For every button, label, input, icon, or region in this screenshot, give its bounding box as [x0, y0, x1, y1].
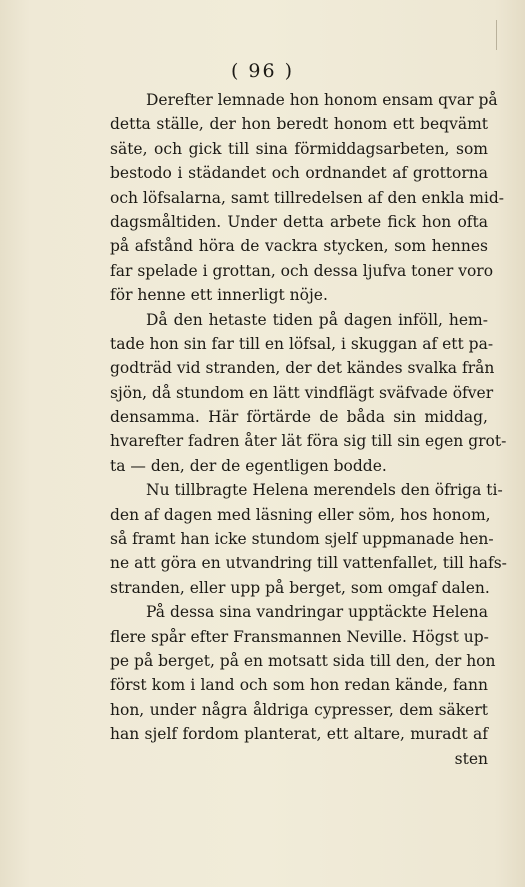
- text-line: Nu tillbragte Helena merendels den öfriga ti-: [146, 481, 503, 500]
- text-line: så framt han icke stundom sjelf uppmanade hen-: [110, 530, 494, 549]
- text-line: han sjelf fordom planterat, ett altare, muradt af: [110, 725, 488, 744]
- page-number: ( 96 ): [230, 60, 295, 82]
- text-line: flere spår efter Fransmannen Neville. Högst up-: [110, 627, 489, 646]
- text-line: godträd vid stranden, der det kändes svalka från: [110, 359, 495, 378]
- text-line: Då den hetaste tiden på dagen inföll, hem-: [146, 310, 488, 329]
- text-line: På dessa sina vandringar upptäckte Helena: [146, 603, 488, 622]
- text-line: stranden, eller upp på berget, som omgaf dalen.: [110, 578, 490, 597]
- text-line: sjön, då stundom en lätt vindflägt sväfvade öfver: [110, 383, 494, 402]
- text-line: ta — den, der de egentligen bodde.: [110, 456, 387, 475]
- text-line: säte, och gick till sina förmiddagsarbeten, som: [110, 139, 488, 158]
- text-line: först kom i land och som hon redan kände, fann: [110, 676, 488, 695]
- text-line: tade hon sin far till en löfsal, i skuggan af ett pa-: [110, 334, 494, 353]
- text-line: den af dagen med läsning eller söm, hos honom,: [110, 505, 491, 524]
- text-line: densamma. Här förtärde de båda sin middag,: [110, 408, 488, 427]
- text-line: hvarefter fadren åter lät föra sig till sin egen grot-: [110, 432, 507, 451]
- paragraph-1: [110, 88, 505, 308]
- catchword: sten: [454, 749, 488, 768]
- text-line: pe på berget, på en motsatt sida till den, der hon: [110, 651, 496, 670]
- body-text: [110, 88, 507, 771]
- text-line: ne att göra en utvandring till vattenfallet, till hafs-: [110, 554, 507, 573]
- page-edge-mark: [496, 20, 497, 50]
- paragraph-4: [110, 600, 496, 746]
- paragraph-3: [110, 478, 507, 600]
- text-line: på afstånd höra de vackra stycken, som hennes: [110, 237, 488, 256]
- text-line: hon, under några åldriga cypresser, dem säkert: [110, 700, 488, 719]
- text-line: far spelade i grottan, och dessa ljufva toner voro: [110, 261, 494, 280]
- paragraph-2: [110, 308, 507, 479]
- text-line: för henne ett innerligt nöje.: [110, 286, 328, 305]
- text-line: Derefter lemnade hon honom ensam qvar på: [146, 91, 498, 109]
- text-line: detta ställe, der hon beredt honom ett beqvämt: [110, 115, 488, 134]
- text-line: bestodo i städandet och ordnandet af grottorna: [110, 164, 488, 183]
- text-line: dagsmåltiden. Under detta arbete fick hon ofta: [110, 212, 488, 231]
- text-line: och löfsalarna, samt tillredelsen af den enkla mid-: [110, 188, 505, 207]
